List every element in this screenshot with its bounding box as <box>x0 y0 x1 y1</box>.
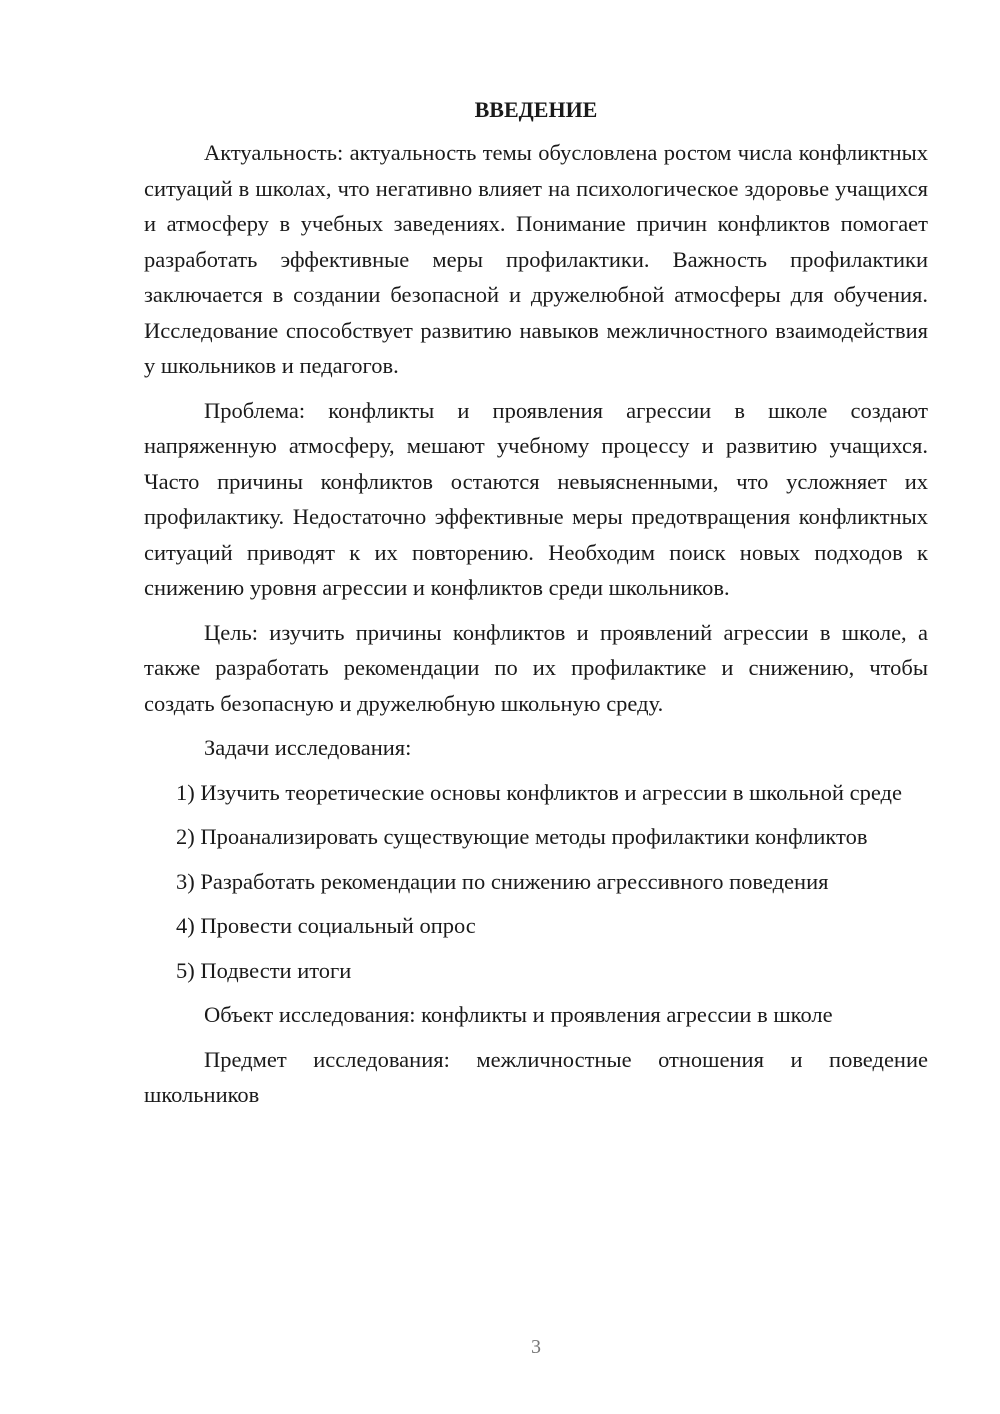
task-item-5: 5) Подвести итоги <box>176 957 352 983</box>
goal-paragraph: Цель: изучить причины конфликтов и проявлений агрессии в школе, а также разработать рекомендации по их профилактике и снижению, чтобы создать безопасную и дружелюбную школьную среду. <box>144 619 928 716</box>
relevance-paragraph: Актуальность: актуальность темы обусловлена ростом числа конфликтных ситуаций в школах, что негативно влияет на психологическое здоровье учащихся и атмосферу в учебных заведениях. Понимание причин конфликтов помогает разработать эффективные меры профилактики. Важность профилактики заключается в создании безопасной и дружелюбной атмосферы для обучения. Исследование способствует развитию навыков межличностного взаимодействия у школьников и педагогов. <box>144 140 928 378</box>
research-object: Объект исследования: конфликты и проявления агрессии в школе <box>204 1002 833 1027</box>
task-item-2: 2) Проанализировать существующие методы профилактики конфликтов <box>176 824 868 849</box>
page-content <box>144 92 928 1122</box>
page-number: 3 <box>531 1336 541 1358</box>
tasks-heading: Задачи исследования: <box>204 735 412 760</box>
problem-paragraph: Проблема: конфликты и проявления агрессии в школе создают напряженную атмосферу, мешают учебному процессу и развитию учащихся. Часто причины конфликтов остаются невыясненными, что усложняет их профилактику. Недостаточно эффективные меры предотвращения конфликтных ситуаций приводят к их повторению. Необходим поиск новых подходов к снижению уровня агрессии и конфликтов среди школьников. <box>144 397 928 600</box>
task-item-3: 3) Разработать рекомендации по снижению агрессивного поведения <box>176 868 829 894</box>
research-subject: Предмет исследования: межличностные отношения и поведение школьников <box>144 1046 928 1107</box>
task-item-4: 4) Провести социальный опрос <box>176 913 476 938</box>
page-title: ВВЕДЕНИЕ <box>474 97 598 122</box>
task-item-1: 1) Изучить теоретические основы конфликтов и агрессии в школьной среде <box>176 779 902 805</box>
